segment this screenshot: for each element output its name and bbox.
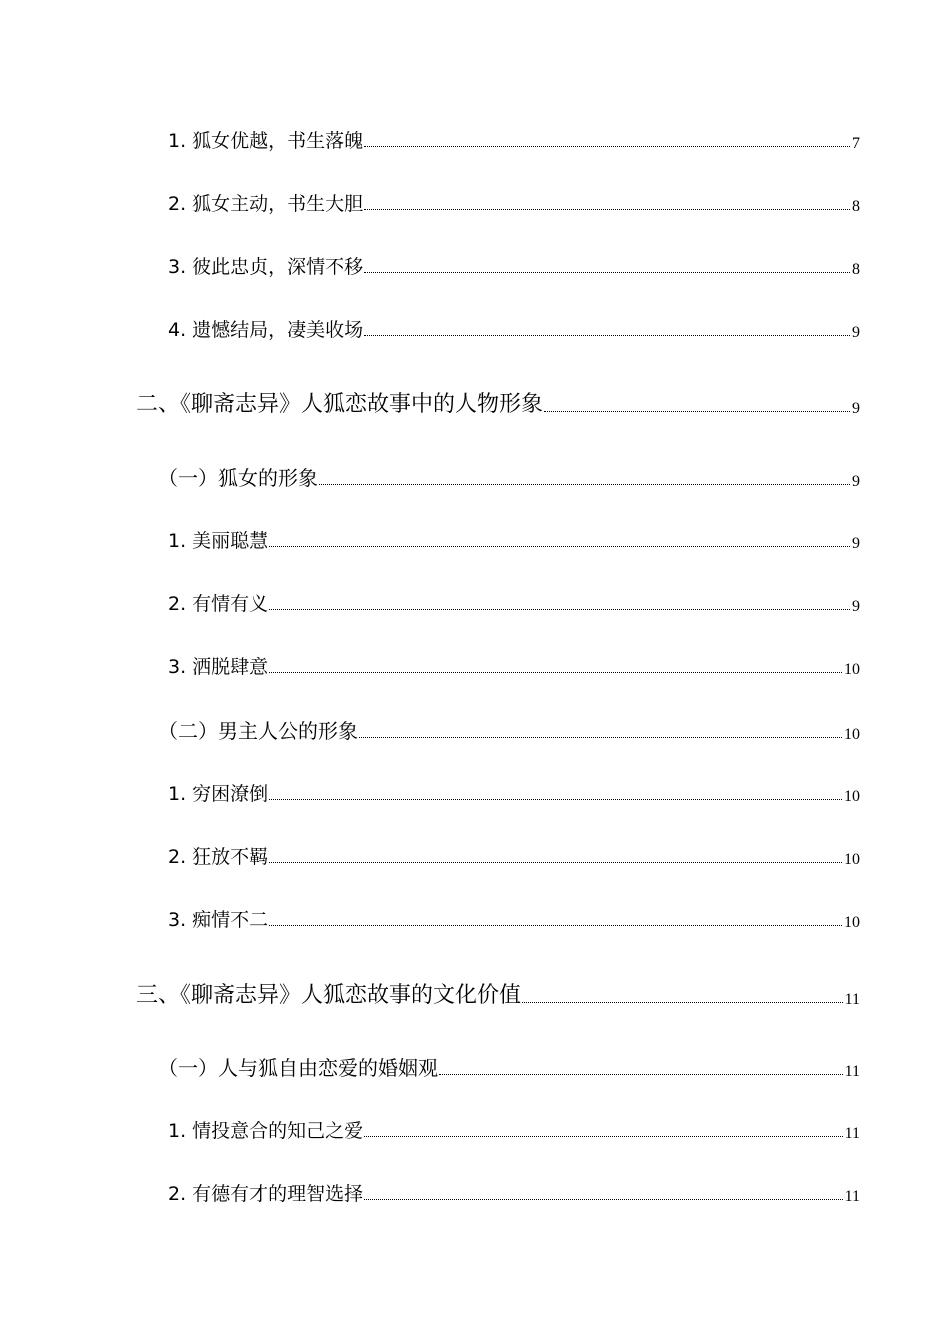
toc-page-number: 9 [852, 535, 860, 552]
toc-entry[interactable] [168, 589, 860, 616]
toc-entry-title: 3. 痴情不二 [168, 909, 269, 931]
toc-page-number: 9 [852, 598, 860, 615]
toc-page-number: 11 [844, 1063, 860, 1080]
toc-dot-leader [364, 209, 850, 210]
toc-entry[interactable] [168, 652, 860, 679]
toc-entry-title: 1. 狐女优越，书生落魄 [168, 130, 364, 152]
toc-entry-title: 3. 洒脱肆意 [168, 656, 269, 678]
toc-entry[interactable] [168, 779, 860, 806]
toc-entry[interactable] [168, 252, 860, 279]
toc-dot-leader [439, 1074, 843, 1075]
toc-page-number: 11 [844, 1125, 860, 1142]
toc-entry-title: 1. 穷困潦倒 [168, 783, 269, 805]
toc-dot-leader [364, 146, 850, 147]
toc-entry[interactable] [168, 905, 860, 932]
toc-entry[interactable] [168, 1179, 860, 1206]
toc-entry-chapter[interactable] [136, 387, 860, 418]
toc-entry-title: 二、《聊斋志异》人狐恋故事中的人物形象 [136, 392, 544, 417]
toc-dot-leader [364, 335, 850, 336]
toc-page-number: 11 [844, 1188, 860, 1205]
toc-entry-title: 3. 彼此忠贞，深情不移 [168, 256, 364, 278]
toc-entry-title: 1. 美丽聪慧 [168, 530, 269, 552]
toc-page-number: 9 [852, 324, 860, 341]
toc-entry-section[interactable] [158, 462, 860, 491]
toc-page-number: 8 [852, 261, 860, 278]
toc-page-number: 10 [844, 788, 860, 805]
toc-entry-section[interactable] [158, 1052, 860, 1081]
toc-entry-title: 2. 有情有义 [168, 593, 269, 615]
toc-dot-leader [359, 737, 842, 738]
toc-page-number: 7 [852, 135, 860, 152]
toc-page-number: 10 [844, 661, 860, 678]
toc-entry[interactable] [168, 126, 860, 153]
toc-dot-leader [544, 411, 850, 412]
toc-dot-leader [269, 672, 842, 673]
toc-page-number: 10 [844, 914, 860, 931]
toc-dot-leader [364, 272, 850, 273]
toc-entry[interactable] [168, 315, 860, 342]
toc-entry-chapter[interactable] [136, 978, 860, 1009]
toc-entry-title: 2. 有德有才的理智选择 [168, 1183, 364, 1205]
toc-page-number: 9 [852, 400, 860, 417]
toc-dot-leader [269, 799, 842, 800]
toc-dot-leader [269, 862, 842, 863]
toc-dot-leader [522, 1002, 843, 1003]
toc-entry-title: 2. 狂放不羁 [168, 846, 269, 868]
toc-entry-title: 1. 情投意合的知己之爱 [168, 1120, 364, 1142]
toc-dot-leader [364, 1199, 842, 1200]
toc-page-number: 9 [852, 473, 860, 490]
toc-entry-title: 三、《聊斋志异》人狐恋故事的文化价值 [136, 983, 522, 1008]
toc-entry-title: （一）人与狐自由恋爱的婚姻观 [158, 1056, 438, 1080]
toc-dot-leader [269, 546, 850, 547]
toc-entry-title: 2. 狐女主动，书生大胆 [168, 193, 364, 215]
toc-entry[interactable] [168, 842, 860, 869]
toc-entry-title: 4. 遗憾结局，凄美收场 [168, 319, 364, 341]
toc-dot-leader [269, 609, 850, 610]
toc-page-number: 10 [844, 726, 860, 743]
toc-dot-leader [364, 1136, 842, 1137]
toc-page-number: 8 [852, 198, 860, 215]
toc-entry-title: （一）狐女的形象 [158, 466, 318, 490]
toc-entry[interactable] [168, 189, 860, 216]
toc-entry[interactable] [168, 1116, 860, 1143]
toc-page-number: 10 [844, 851, 860, 868]
toc-entry[interactable] [168, 526, 860, 553]
toc-entry-section[interactable] [158, 715, 860, 744]
toc-dot-leader [269, 925, 842, 926]
toc-page-number: 11 [844, 991, 860, 1008]
toc-entry-title: （二）男主人公的形象 [158, 719, 358, 743]
toc-dot-leader [319, 484, 850, 485]
